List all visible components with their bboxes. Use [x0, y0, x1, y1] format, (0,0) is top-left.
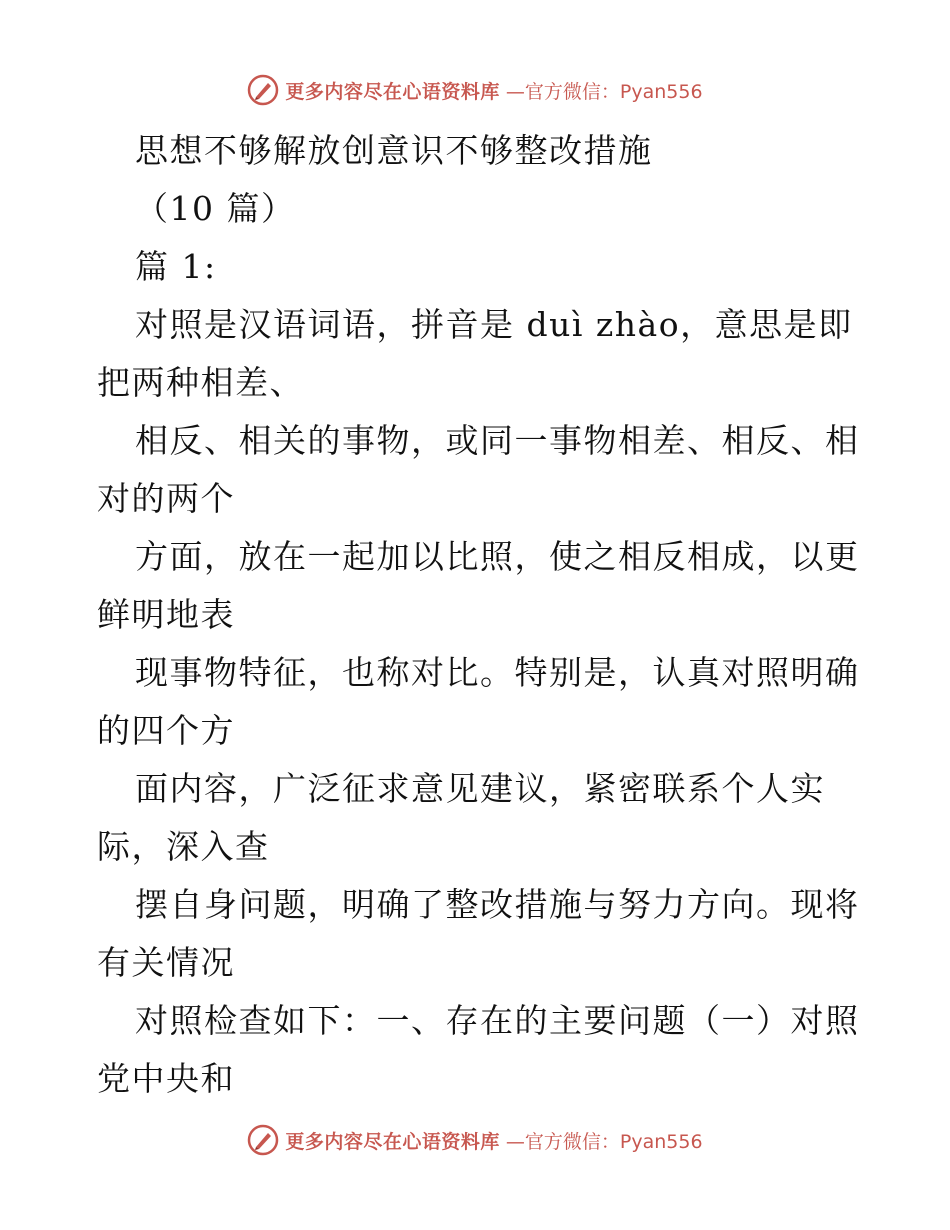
- body-line: 际，深入查: [97, 827, 270, 866]
- watermark-text: 更多内容尽在心语资料库: [285, 80, 500, 103]
- body-line: 的四个方: [97, 711, 235, 750]
- pen-logo-icon: [247, 1124, 279, 1156]
- body-line: 现事物特征，也称对比。特别是，认真对照明确: [135, 653, 860, 692]
- body-line: 对的两个: [97, 479, 235, 518]
- body-line: 面内容，广泛征求意见建议，紧密联系个人实: [135, 769, 825, 808]
- document-body: [97, 122, 860, 1108]
- body-line: 党中央和: [97, 1059, 235, 1098]
- document-subtitle: （10 篇）: [135, 189, 296, 228]
- body-line: 有关情况: [97, 943, 235, 982]
- body-line: 对照检查如下：一、存在的主要问题（一）对照: [135, 1001, 860, 1040]
- watermark-contact: —官方微信：Pyan556: [505, 1130, 703, 1153]
- watermark-text: 更多内容尽在心语资料库: [285, 1130, 500, 1153]
- body-line: 方面，放在一起加以比照，使之相反相成，以更: [135, 537, 860, 576]
- watermark-contact: —官方微信：Pyan556: [505, 80, 703, 103]
- footer-watermark: [0, 1120, 950, 1160]
- body-line: 对照是汉语词语，拼音是 duì zhào，意思是即: [135, 305, 853, 344]
- document-title: 思想不够解放创意识不够整改措施: [135, 131, 653, 170]
- body-line: 相反、相关的事物，或同一事物相差、相反、相: [135, 421, 860, 460]
- body-line: 鲜明地表: [97, 595, 235, 634]
- body-line: 摆自身问题，明确了整改措施与努力方向。现将: [135, 885, 860, 924]
- pen-logo-icon: [247, 74, 279, 106]
- body-line: 把两种相差、: [97, 363, 304, 402]
- header-watermark: [0, 70, 950, 110]
- section-heading: 篇 1:: [135, 247, 217, 286]
